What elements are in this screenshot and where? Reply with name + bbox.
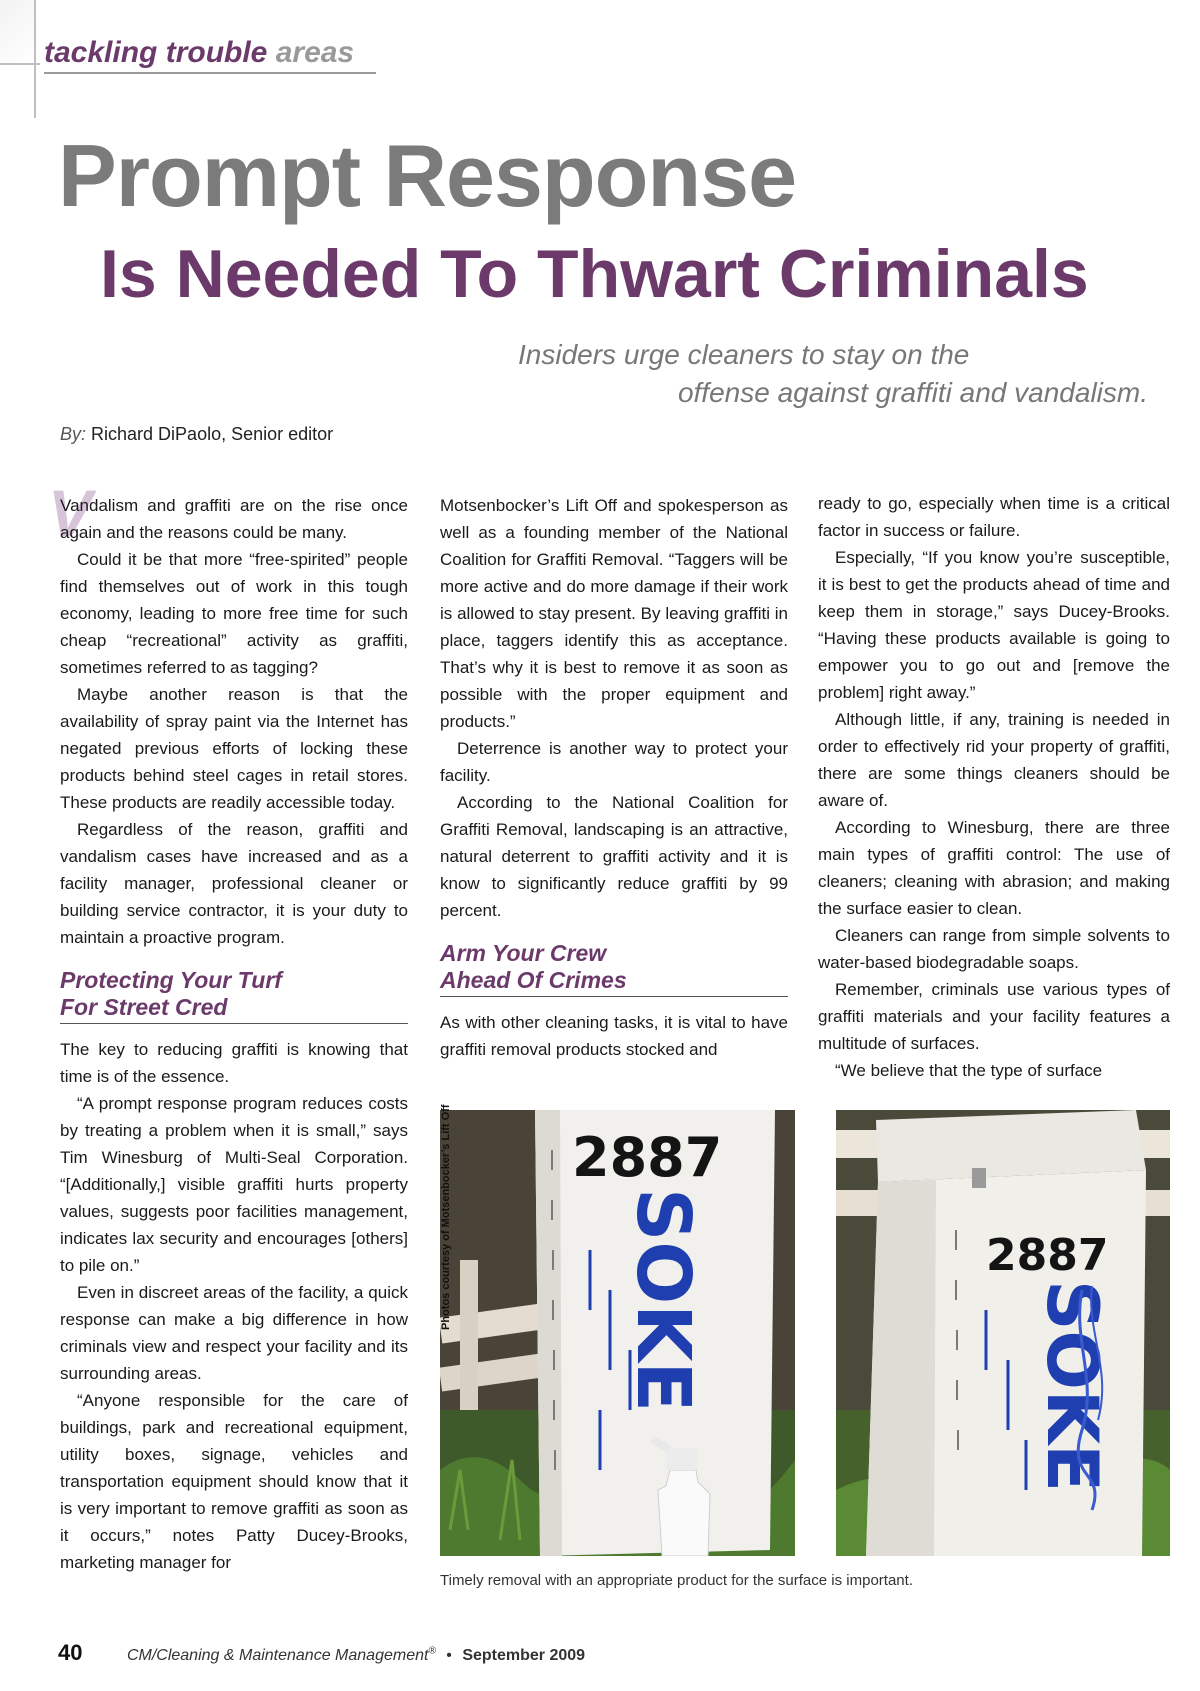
photo-utility-box-graffiti xyxy=(836,1110,1170,1556)
subheading-line: For Street Cred xyxy=(60,994,228,1020)
paragraph: Vandalism and graffiti are on the rise once again and the reasons could be many. xyxy=(60,496,408,542)
registered-mark: ® xyxy=(428,1645,436,1657)
deck-line-2: offense against graffiti and vandalism. xyxy=(677,377,1148,408)
article-column-2 xyxy=(440,492,788,1063)
subheading-protecting-turf xyxy=(60,967,408,1024)
photo-illustration xyxy=(440,1110,795,1556)
photo2-graffiti-tag: SOKE xyxy=(1031,1280,1113,1492)
corner-rule-horizontal xyxy=(0,63,40,65)
issue-date: September 2009 xyxy=(462,1647,586,1664)
paragraph: According to the National Coalition for Graffiti Removal, landscaping is an attractive, natural deterrent to graffiti activity and it is know to significantly reduce graffiti by 99 percent. xyxy=(440,793,788,920)
paragraph: ready to go, especially when time is a critical factor in success or failure. xyxy=(818,494,1170,540)
paragraph: Although little, if any, training is needed in order to effectively rid your property of graffiti, there are some things cleaners should be aware of. xyxy=(818,710,1170,810)
paragraph: Cleaners can range from simple solvents to water-based biodegradable soaps. xyxy=(818,926,1170,972)
paragraph: “A prompt response program reduces costs by treating a problem when it is small,” says Tim Winesburg of Multi-Seal Corporation. “[Additionally,] visible graffiti hurts property values, suggests poor facilities management, indicates lax security and encourages [others] to pile on.” xyxy=(60,1094,408,1275)
paragraph: The key to reducing graffiti is knowing that time is of the essence. xyxy=(60,1040,408,1086)
section-tag-secondary: areas xyxy=(275,36,355,69)
section-tag-underline xyxy=(44,72,376,74)
photo1-box-number: 2887 xyxy=(572,1126,723,1189)
photo2-box-number: 2887 xyxy=(986,1230,1109,1281)
paragraph: As with other cleaning tasks, it is vital to have graffiti removal products stocked and xyxy=(440,1013,788,1059)
photo-caption: Timely removal with an appropriate product for the surface is important. xyxy=(440,1572,913,1589)
article-column-3 xyxy=(818,490,1170,1084)
paragraph: “Anyone responsible for the care of buildings, park and recreational equipment, utility boxes, signage, vehicles and transportation equipment should know that it is very important to remove graffiti as soon as it occurs,” notes Patty Ducey-Brooks, marketing manager for xyxy=(60,1391,408,1572)
article-column-1 xyxy=(60,492,408,1576)
headline-line-2: Is Needed To Thwart Criminals xyxy=(100,236,1089,312)
photo1-graffiti-tag: SOKE xyxy=(620,1188,706,1413)
paragraph: Motsenbocker’s Lift Off and spokesperson as well as a founding member of the National Coalition for Graffiti Removal. “Taggers will be more active and do more damage if their work is allowed to stay present. By leaving graffiti in place, taggers identify this as acceptance. That’s why it is best to remove it as soon as possible with the proper equipment and products.” xyxy=(440,496,788,731)
section-tag xyxy=(44,36,354,70)
subheading-line: Arm Your Crew xyxy=(440,940,607,966)
section-tag-primary: tackling trouble xyxy=(44,36,268,69)
photo-illustration xyxy=(836,1110,1170,1556)
paragraph: Especially, “If you know you’re susceptible, it is best to get the products ahead of time and keep them in storage,” says Ducey-Brooks. “Having these products available is going to empower you to go out and [remove the problem] right away.” xyxy=(818,548,1170,702)
subheading-arm-your-crew xyxy=(440,940,788,997)
page-footer xyxy=(58,1640,585,1666)
publication-name: CM/Cleaning & Maintenance Management xyxy=(126,1647,429,1664)
paragraph: Regardless of the reason, graffiti and vandalism cases have increased and as a facility manager, professional cleaner or building service contractor, it is your duty to maintain a proactive program. xyxy=(60,820,408,947)
deck-line-1: Insiders urge cleaners to stay on the xyxy=(518,339,970,370)
paragraph: Could it be that more “free-spirited” people find themselves out of work in this tough economy, leading to more free time for such cheap “recreational” activity as graffiti, sometimes referred to as tagging? xyxy=(60,550,408,677)
paragraph: “We believe that the type of surface xyxy=(835,1061,1103,1080)
page-number: 40 xyxy=(58,1640,83,1665)
byline xyxy=(60,424,333,445)
paragraph: Deterrence is another way to protect your facility. xyxy=(440,739,788,785)
byline-author: Richard DiPaolo, Senior editor xyxy=(91,424,334,444)
paragraph: Remember, criminals use various types of graffiti materials and your facility features a multitude of surfaces. xyxy=(818,980,1170,1053)
paragraph: According to Winesburg, there are three main types of graffiti control: The use of cleaners; cleaning with abrasion; and making the surface easier to clean. xyxy=(818,818,1170,918)
paragraph: Maybe another reason is that the availability of spray paint via the Internet has negated previous efforts of locking these products behind steel cages in retail stores. These products are readily accessible today. xyxy=(60,685,408,812)
paragraph: Even in discreet areas of the facility, a quick response can make a big difference in how criminals view and respect your facility and its surrounding areas. xyxy=(60,1283,408,1383)
footer-separator: • xyxy=(446,1647,452,1664)
photo-utility-box-with-spray-bottle xyxy=(440,1110,795,1556)
subheading-line: Protecting Your Turf xyxy=(60,967,282,993)
corner-rule-vertical xyxy=(34,0,36,118)
headline-line-1: Prompt Response xyxy=(58,126,797,225)
subheading-line: Ahead Of Crimes xyxy=(440,967,627,993)
photo-credit: Photos courtesy of Motsenbocker’s Lift Off xyxy=(440,1104,452,1330)
drop-cap: V xyxy=(48,476,93,550)
byline-label: By: xyxy=(60,424,87,444)
deck-subtitle xyxy=(508,336,1148,412)
corner-decoration xyxy=(0,0,34,63)
